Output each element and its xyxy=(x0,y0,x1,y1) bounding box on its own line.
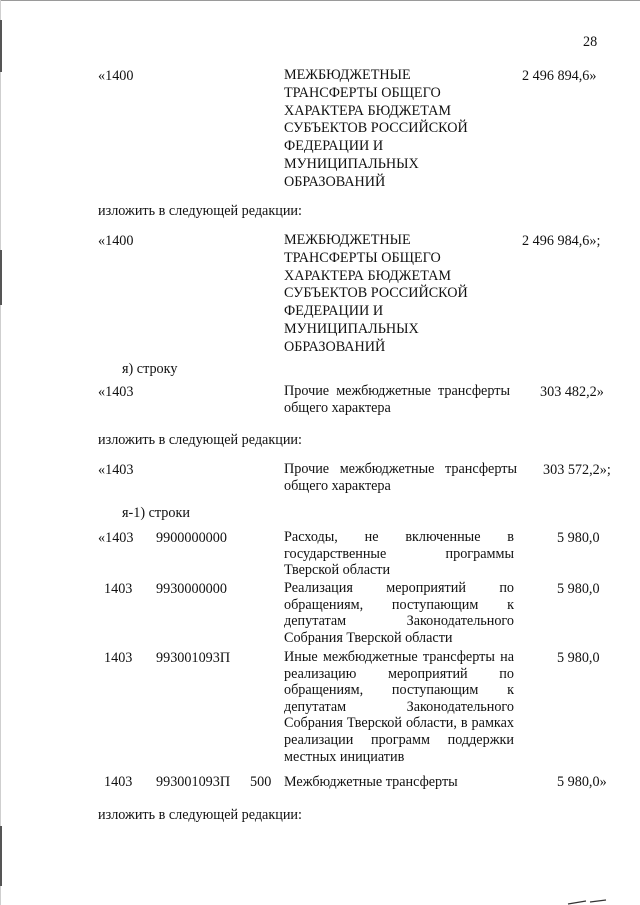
row-3-name: Иные межбюджетные трансферты на реализацию мероприятий по обращениям, поступающим к депутатам Законодательного Собрания Тверской области, в рамках реализации программ поддержки местных инициатив xyxy=(284,649,514,765)
row-2-name: Реализация мероприятий по обращениям, поступающим к депутатам Законодательного Собрания Тверской области xyxy=(284,580,514,646)
item-ya1-label: я-1) строки xyxy=(122,505,190,521)
block4-name: Прочие межбюджетные трансферты общего характера xyxy=(284,461,517,494)
scan-footer-mark xyxy=(548,895,608,905)
scan-left-mark xyxy=(0,826,2,886)
row-4-target-article: 993001093П xyxy=(156,774,231,790)
block3-name: Прочие межбюджетные трансферты общего характера xyxy=(284,383,510,416)
block4-code: «1403 xyxy=(98,462,134,478)
item-ya-label: я) строку xyxy=(122,361,178,377)
scan-left-mark xyxy=(0,20,2,72)
block1-code: «1400 xyxy=(98,68,134,84)
row-2-amount: 5 980,0 xyxy=(557,581,600,597)
row-1-name: Расходы, не включенные в государственные программы Тверской области xyxy=(284,529,514,579)
instruction-text-3: изложить в следующей редакции: xyxy=(98,807,302,823)
block2-amount: 2 496 984,6»; xyxy=(522,233,601,249)
instruction-text-2: изложить в следующей редакции: xyxy=(98,432,302,448)
instruction-text-1: изложить в следующей редакции: xyxy=(98,203,302,219)
block2-code: «1400 xyxy=(98,233,134,249)
row-1-code: «1403 xyxy=(98,530,134,546)
block2-name: МЕЖБЮДЖЕТНЫЕ ТРАНСФЕРТЫ ОБЩЕГО ХАРАКТЕРА БЮДЖЕТАМ СУБЪЕКТОВ РОССИЙСКОЙ ФЕДЕРАЦИИ И МУНИЦИПАЛЬНЫХ ОБРАЗОВАНИЙ xyxy=(284,232,468,355)
block4-amount: 303 572,2»; xyxy=(543,462,611,478)
block1-amount: 2 496 894,6» xyxy=(522,68,597,84)
row-2-target-article: 9930000000 xyxy=(156,581,227,597)
row-4-name: Межбюджетные трансферты xyxy=(284,774,458,790)
row-4-amount: 5 980,0» xyxy=(557,774,607,790)
scan-left-edge xyxy=(0,0,1,905)
row-1-target-article: 9900000000 xyxy=(156,530,227,546)
page-number: 28 xyxy=(583,34,598,50)
block3-code: «1403 xyxy=(98,384,134,400)
row-4-code: 1403 xyxy=(104,774,133,790)
row-4-expense-type: 500 xyxy=(250,774,272,790)
row-1-amount: 5 980,0 xyxy=(557,530,600,546)
scan-top-edge xyxy=(0,0,640,1)
block1-name: МЕЖБЮДЖЕТНЫЕ ТРАНСФЕРТЫ ОБЩЕГО ХАРАКТЕРА БЮДЖЕТАМ СУБЪЕКТОВ РОССИЙСКОЙ ФЕДЕРАЦИИ И МУНИЦИПАЛЬНЫХ ОБРАЗОВАНИЙ xyxy=(284,67,468,190)
scan-left-mark xyxy=(0,250,2,305)
block3-amount: 303 482,2» xyxy=(540,384,604,400)
row-3-target-article: 993001093П xyxy=(156,650,231,666)
row-3-code: 1403 xyxy=(104,650,133,666)
row-2-code: 1403 xyxy=(104,581,133,597)
row-3-amount: 5 980,0 xyxy=(557,650,600,666)
